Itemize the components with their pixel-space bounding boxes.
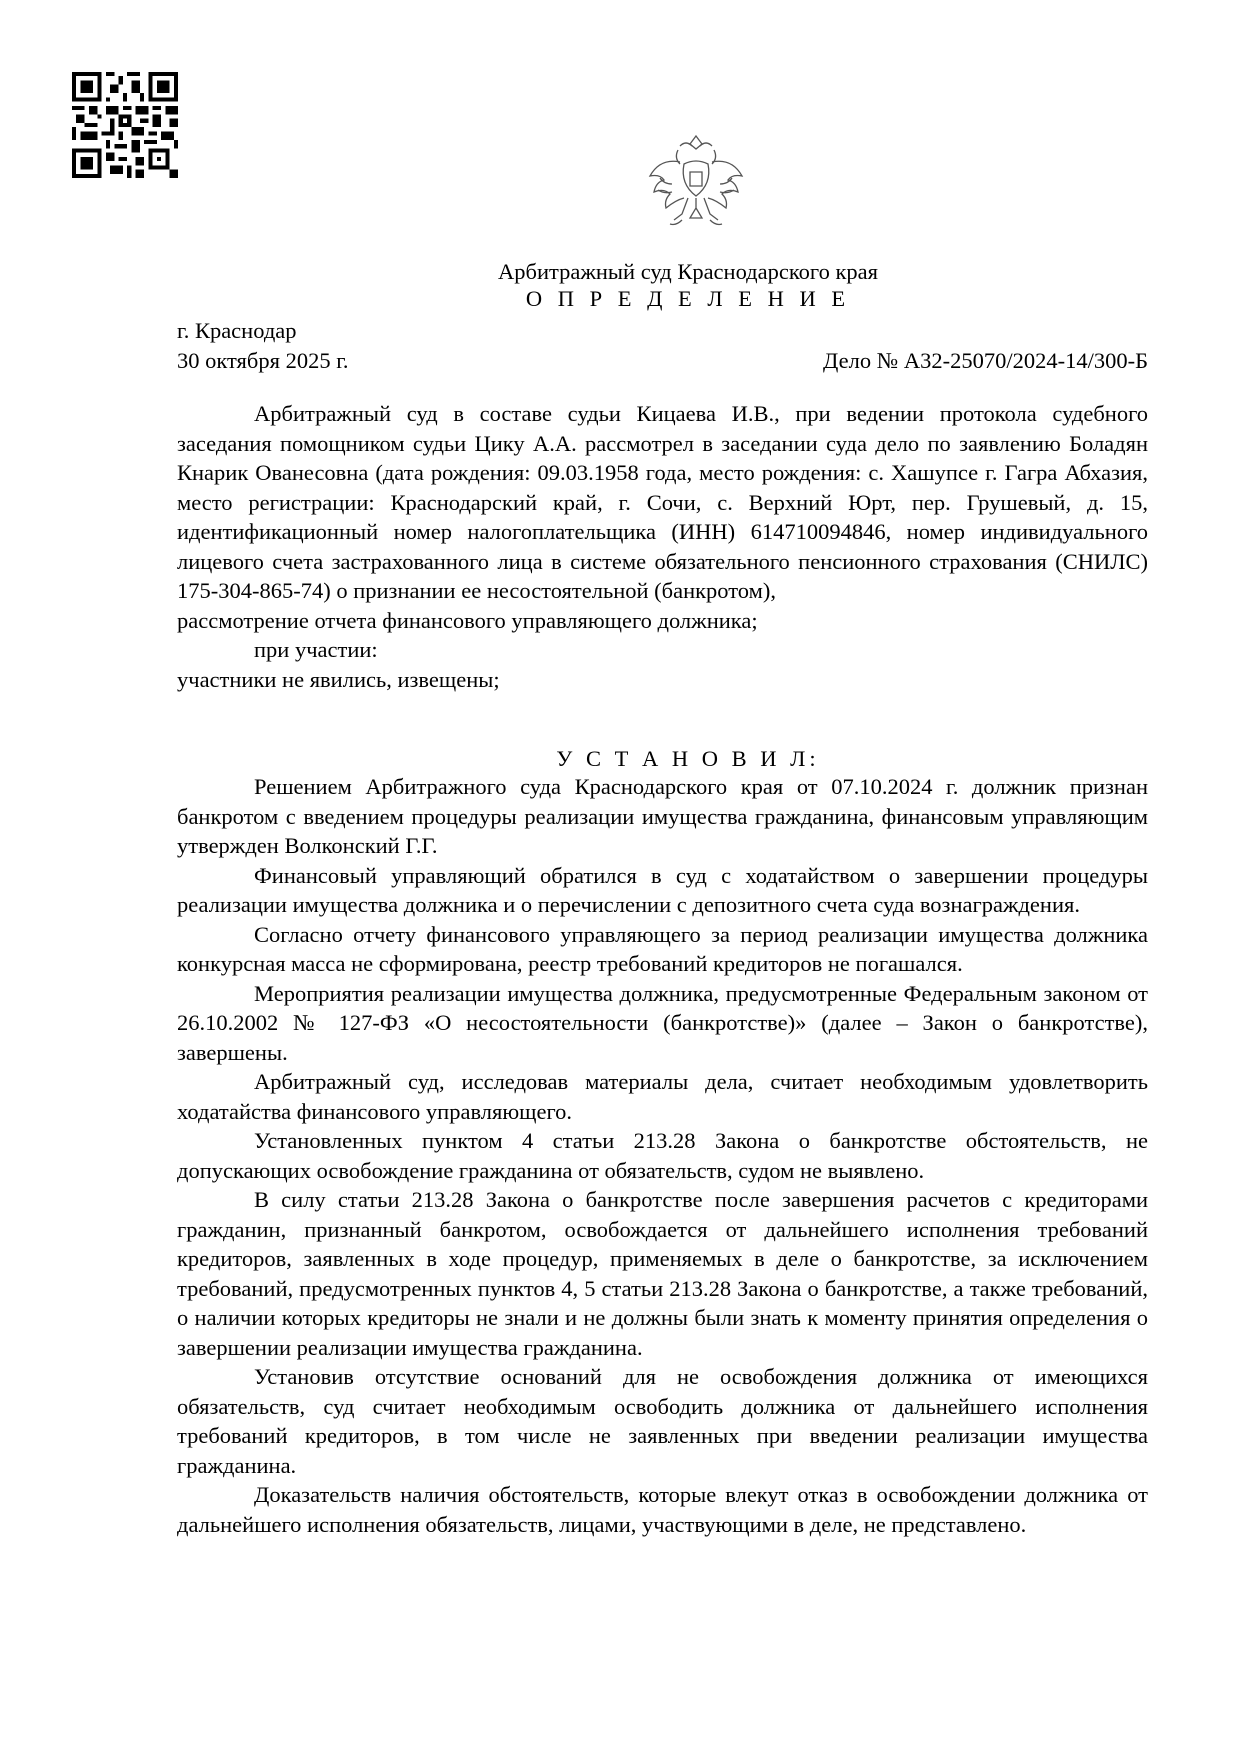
- paragraph: Доказательств наличия обстоятельств, которые влекут отказ в освобождении должника от дальнейшего исполнения обязательств, лицами, участвующими в деле, не представлено.: [177, 1482, 1148, 1537]
- paragraph: Решением Арбитражного суда Краснодарского края от 07.10.2024 г. должник признан банкротом с введением процедуры реализации имущества гражданина, финансовым управляющим утвержден Волконский Г.Г.: [177, 774, 1148, 858]
- court-name: Арбитражный суд Краснодарского края: [498, 259, 878, 284]
- participation-text: участники не явились, извещены;: [177, 666, 500, 692]
- paragraph: Установленных пунктом 4 статьи 213.28 Закона о банкротстве обстоятельств, не допускающих освобождение гражданина от обязательств, судом не выявлено.: [177, 1128, 1148, 1183]
- case-number: Дело № А32-25070/2024-14/300-Б: [823, 348, 1148, 373]
- paragraph: Мероприятия реализации имущества должника, предусмотренные Федеральным законом от 26.10.2002 № 127-ФЗ «О несостоятельности (банкротстве)» (далее – Закон о банкротстве), завершены.: [177, 980, 1148, 1065]
- coat-of-arms-emblem: [640, 128, 752, 238]
- qr-code-icon: [72, 72, 178, 178]
- paragraph: Финансовый управляющий обратился в суд с ходатайством о завершении процедуры реализации имущества должника и о перечислении с депозитного счета суда вознаграждения.: [177, 862, 1148, 917]
- paragraph: Согласно отчету финансового управляющего за период реализации имущества должника конкурсная масса не сформирована, реестр требований кредиторов не погашался.: [177, 921, 1148, 976]
- document-date: 30 октября 2025 г.: [177, 348, 349, 373]
- paragraph: Арбитражный суд, исследовав материалы дела, считает необходимым удовлетворить ходатайства финансового управляющего.: [177, 1069, 1148, 1124]
- document-type: О П Р Е Д Е Л Е Н И Е: [525, 286, 851, 311]
- paragraph: В силу статьи 213.28 Закона о банкротстве после завершения расчетов с кредиторами гражданин, признанный банкротом, освобождается от дальнейшего исполнения требований кредиторов, заявленных в ходе процедур, применяемых в деле о банкротстве, за исключением требований, предусмотренных пунктов 4, 5 статьи 213.28 Закона о банкротстве, а также требований, о наличии которых кредиторы не знали и не должны были знать к моменту принятия определения о завершении реализации имущества гражданина.: [177, 1187, 1148, 1360]
- established-section: [177, 772, 1148, 1539]
- intro-section: [177, 399, 1148, 694]
- paragraph: Установив отсутствие оснований для не освобождения должника от имеющихся обязательств, суд считает необходимым освободить должника от дальнейшего исполнения требований кредиторов, в том числе не заявленных при введении реализации имущества гражданина.: [177, 1364, 1148, 1478]
- city: г. Краснодар: [177, 318, 297, 343]
- intro-paragraph: Арбитражный суд в составе судьи Кицаева И.В., при ведении протокола судебного заседания помощником судьи Цику А.А. рассмотрел в заседании суда дело по заявлению Боладян Кнарик Ованесовна (дата рождения: 09.03.1958 года, место рождения: с. Хашупсе г. Гагра Абхазия, место регистрации: Краснодарский край, г. Сочи, с. Верхний Юрт, пер. Грушевый, д. 15, идентификационный номер налогоплательщика (ИНН) 614710094846, номер индивидуального лицевого счета застрахованного лица в системе обязательного пенсионного страхования (СНИЛС) 175-304-865-74) о признании ее несостоятельной (банкротом),: [177, 401, 1148, 603]
- participation-label: при участии:: [254, 637, 378, 662]
- intro-subject: рассмотрение отчета финансового управляющего должника;: [177, 607, 758, 633]
- established-heading: У С Т А Н О В И Л:: [556, 746, 820, 771]
